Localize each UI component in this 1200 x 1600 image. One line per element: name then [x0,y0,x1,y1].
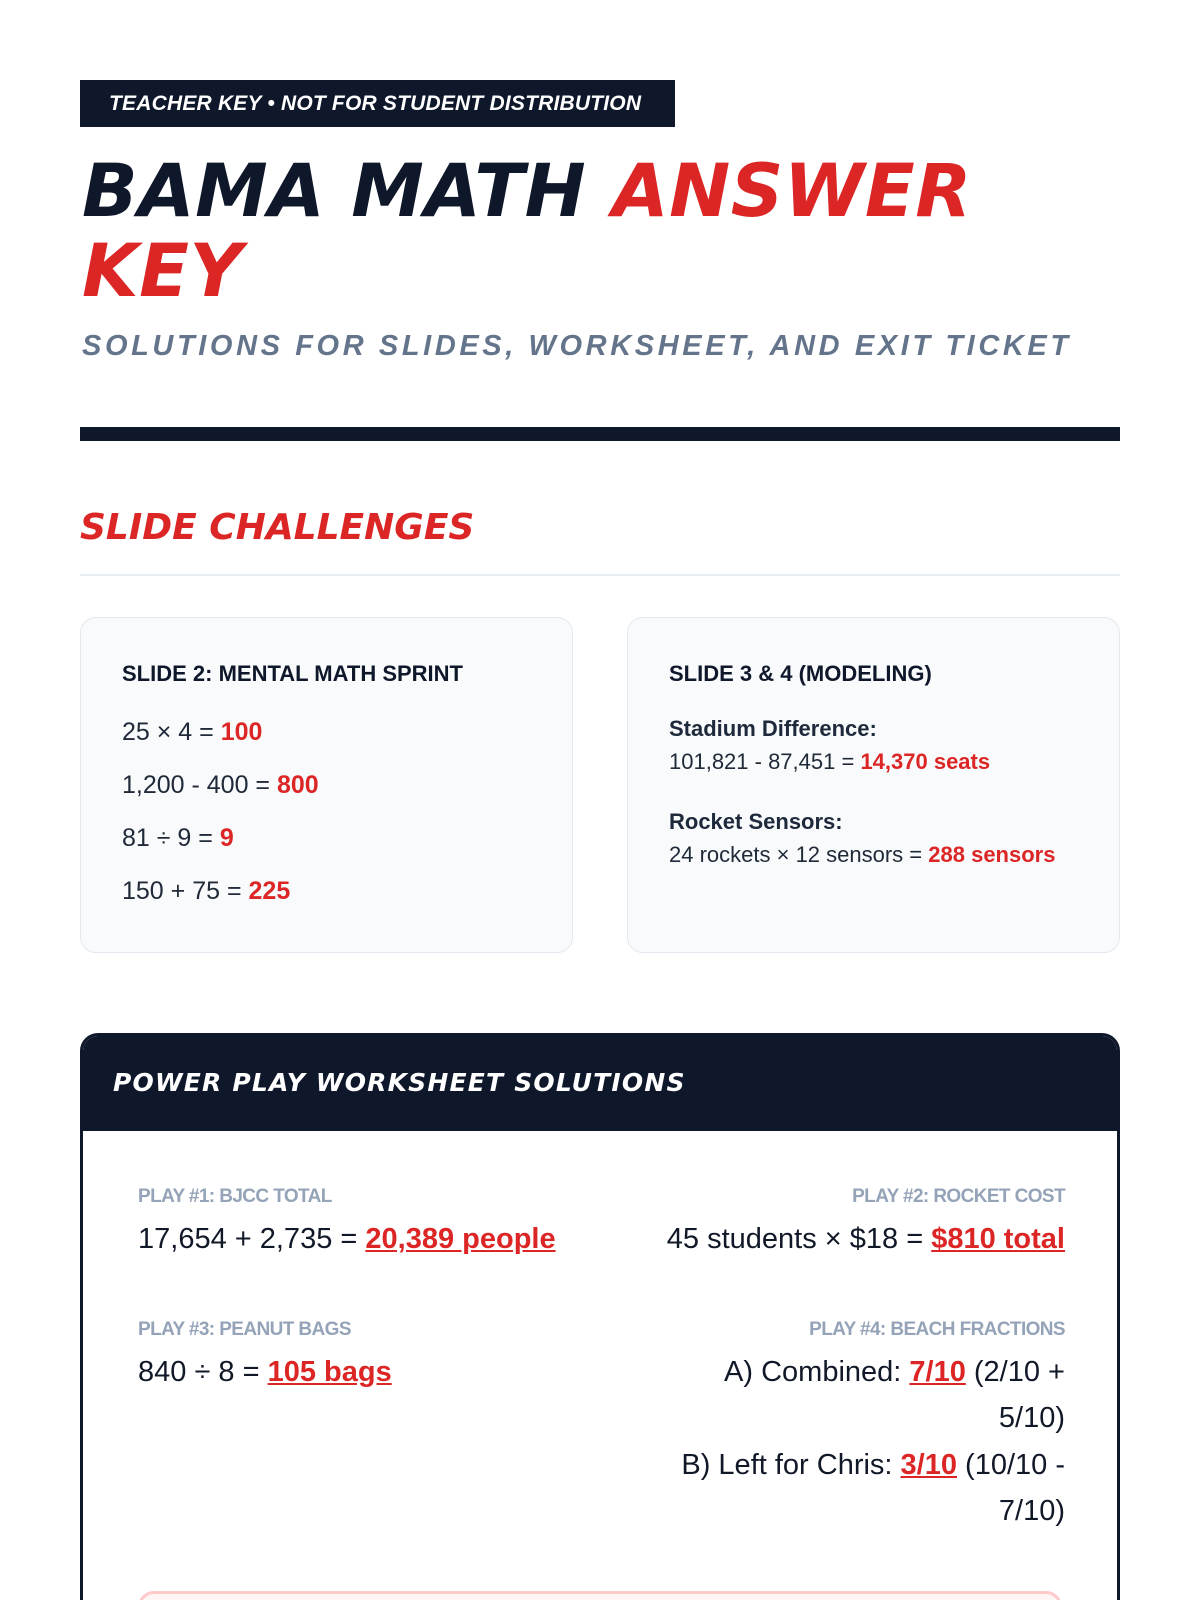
section-divider [80,574,1120,576]
model-problem: 101,821 - 87,451 = [669,749,861,774]
play-1-answer: 20,389 people [365,1223,556,1255]
play-1-label: PLAY #1: BJCC TOTAL [138,1186,332,1207]
sprint-problem: 1,200 - 400 = [122,771,277,799]
worksheet-title: POWER PLAY WORKSHEET SOLUTIONS [113,1068,686,1097]
play-4-label: PLAY #4: BEACH FRACTIONS [809,1319,1065,1340]
sprint-answer: 225 [248,877,291,905]
model-answer: 288 sensors [928,842,1056,867]
play-4-a-note: (2/10 + [965,1356,1065,1388]
exit-ticket-box [138,1591,1062,1600]
play-1-problem: 17,654 + 2,735 = [138,1223,366,1255]
mental-math-card-title: SLIDE 2: MENTAL MATH SPRINT [122,661,463,686]
title-red-text: ANSWER KEY [82,149,972,314]
play-2-solution [667,1223,1065,1256]
worksheet-header [83,1036,1117,1131]
modeling-card-title: SLIDE 3 & 4 (MODELING) [669,661,932,686]
badge-text: TEACHER KEY • NOT FOR STUDENT DISTRIBUTION [109,92,642,115]
worksheet-solutions-panel [80,1033,1120,1600]
rocket-sensors-line [669,842,1055,868]
play-4-a-answer: 7/10 [909,1356,966,1388]
sprint-answer: 800 [276,771,319,799]
play-3-answer: 105 bags [267,1356,392,1388]
play-4-part-a-continued: 5/10) [998,1402,1065,1434]
model-problem: 24 rockets × 12 sensors = [669,842,929,867]
sprint-problem: 150 + 75 = [122,877,249,905]
play-3-problem: 840 ÷ 8 = [138,1356,268,1388]
stadium-difference-label: Stadium Difference: [669,716,877,741]
header-divider [80,427,1120,441]
play-2-problem: 45 students × $18 = [666,1223,932,1255]
slide-challenges-heading: SLIDE CHALLENGES [80,507,475,548]
page-subtitle: SOLUTIONS FOR SLIDES, WORKSHEET, AND EXIT TICKET [82,330,1072,362]
rocket-sensors-label: Rocket Sensors: [669,809,843,834]
sprint-line [122,718,262,747]
play-2-answer: $810 total [931,1223,1065,1255]
page-title [82,149,1142,314]
teacher-key-badge [80,80,675,127]
sprint-answer: 9 [219,824,234,852]
play-4-part-a [724,1356,1065,1389]
play-3-label: PLAY #3: PEANUT BAGS [138,1319,351,1340]
stadium-difference-line [669,749,990,775]
sprint-problem: 25 × 4 = [122,718,221,746]
sprint-problem: 81 ÷ 9 = [122,824,220,852]
play-4-b-prefix: B) Left for Chris: [681,1449,901,1481]
play-4-b-answer: 3/10 [900,1449,957,1481]
play-4-part-b [681,1449,1065,1482]
title-dark-text: BAMA MATH [82,149,613,234]
modeling-card [627,617,1120,953]
play-1-solution [138,1223,556,1256]
sprint-line [122,824,234,853]
model-answer: 14,370 seats [860,749,991,774]
play-4-b-note: (10/10 - [957,1449,1065,1481]
sprint-answer: 100 [220,718,263,746]
mental-math-card [80,617,573,953]
sprint-line [122,877,290,906]
play-4-a-prefix: A) Combined: [724,1356,910,1388]
play-4-part-b-continued: 7/10) [998,1495,1065,1527]
play-2-label: PLAY #2: ROCKET COST [852,1186,1065,1207]
play-3-solution [138,1356,392,1389]
sprint-line [122,771,319,800]
